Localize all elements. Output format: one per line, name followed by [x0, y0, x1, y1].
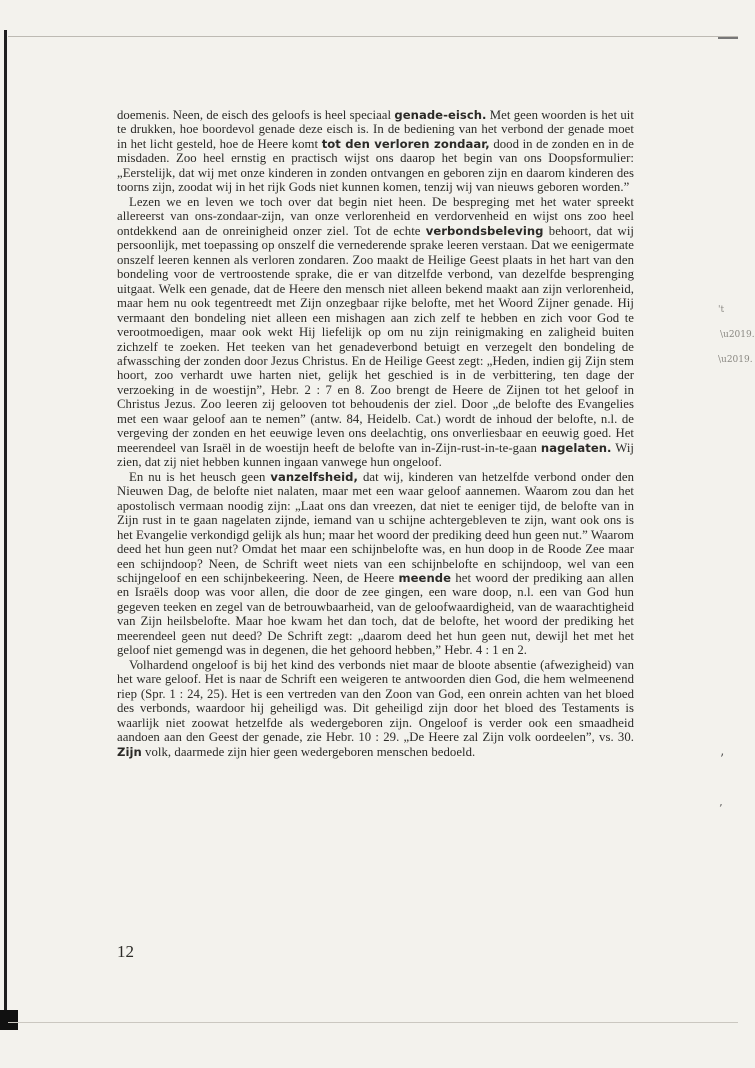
emphasized-term: genade-eisch. [394, 108, 487, 122]
page-top-edge [8, 36, 738, 37]
emphasized-term: verbondsbeleving [425, 223, 544, 238]
text-run: En nu is het heusch geen [129, 469, 271, 484]
text-run: het woord der prediking aan allen en Israëls doop was voor allen, die door de zee gingen, een ware doop, n.l. een van God hun gegeven teeken en zegel van de betrouwbaarheid, van de geloofwaardigheid, van de waarachtigheid van Zijn heilsbelofte. Maar hoe kwam het dan toch, dat de belofte, het woord der prediking het meerendeel geen nut deed? De Schrift zegt: „daarom deed het hun geen nut, dewijl het met het geloof niet gemengd was in degenen, die het gehoord hebben,” Hebr. 4 : 1 en 2. [117, 571, 634, 658]
emphasized-term: nagelaten. [540, 440, 612, 455]
margin-mark: ’ [719, 802, 723, 815]
body-text-column [117, 108, 634, 759]
page-left-edge-shadow [4, 30, 7, 1025]
paragraph-p1 [117, 108, 634, 195]
emphasized-term: meende [398, 571, 452, 585]
text-run: dat wij, kinderen van hetzelfde verbond onder den Nieuwen Dag, de belofte niet nalaten, maar met een waar geloof aannemen. Waarom zou dan het apostolisch vermaan noodig zijn: „Laat ons dan vreezen, dat niet te eeniger tijd, de belofte van in Zijn rust in te gaan nagelaten zijnde, iemand van u schijne achtergebleven te zijn, want ook ons is het Evangelie verkondigd gelijk als hun; maar het woord der prediking deed hun geen nut.” Waarom deed het hun geen nut? Omdat het maar een schijnbelofte was, en hun doop in de Roode Zee maar een schijndoop? Neen, de Schrift weet niets van een schijnbelofte en schijndoop, wel van een schijngeloof en een schijnbekeering. Neen, de Heere [117, 469, 634, 585]
text-run: behoort, dat wij persoonlijk, met toepassing op onszelf die vernederende sprake leeren verstaan. Dat we eenigermate onszelf leeren kennen als verloren zondaren. Zoo maakt de Heilige Geest plaats in het hart van den bondeling voor de vertroostende sprake, die er van ditzelfde verbond, van dezelfde besprenging uitgaat. Welk een genade, dat de Heere den mensch niet alleen bekend maakt aan zijn verlorenheid, maar hem nu ook tegentreedt met Zijn onzegbaar rijke belofte, met het Woord Zijner genade. Hij vermaant den bondeling niet alleen een mishagen aan zich zelf te hebben en zich voor God te verootmoedigen, maar ook wekt Hij liefelijk op om nu zijn reinigmaking en zaligheid buiten zichzelf te zoeken. Het teeken van het genadeverbond betuigt en verzegelt den bondeling de afwassching der zonden door Jezus Christus. En de Heilige Geest zegt: „Heden, indien gij Zijn stem hoort, zoo verhardt uwe harten niet, gelijk het geschied is in de verbittering, ten dage der verzoeking in de woestijn”, Hebr. 2 : 7 en 8. Zoo brengt de Heere de Zijnen tot het geloof in Christus Jezus. Zoo leeren zij gelooven tot behoudenis der ziel. Door „de belofte des Evangelies met een waar geloof aan te nemen” (antw. 84, Heidelb. Cat.) wordt de inhoud der belofte, n.l. de vergeving der zonden en het eeuwige leven ons deelachtig, ons onverliesbaar en eeuwig goed. Het meerendeel van Israël in de woestijn heeft de belofte van in-Zijn-rust-in-te-gaan [117, 223, 634, 455]
text-run: Lezen we en leven we toch over dat begin niet heen. De bespreging met het water spreekt allereerst van ons-zondaar-zijn, van onze verlorenheid en verdorvenheid en wijst ons zoo heel ontdekkend aan de onreinigheid onzer ziel. Tot de echte [117, 194, 634, 238]
emphasized-term: Zijn [117, 744, 142, 759]
margin-mark: \u2019. [718, 355, 753, 365]
paragraph-p3 [117, 470, 634, 658]
margin-mark: 't [718, 305, 725, 315]
page-number: 12 [117, 942, 134, 961]
emphasized-term: vanzelfsheid, [270, 469, 358, 484]
margin-mark: \u2019. [720, 330, 755, 340]
page-top-right-edge [718, 37, 738, 39]
paragraph-p4 [117, 658, 634, 759]
emphasized-term: tot den verloren zondaar, [321, 136, 490, 151]
text-run: Volhardend ongeloof is bij het kind des verbonds niet maar de bloote absentie (afwezigheid) van het ware geloof. Het is naar de Schrift een weigeren te antwoorden dien God, die hem welmeenend riep (Spr. 1 : 24, 25). Het is een vertreden van den Zoon van God, een onrein achten van het bloed des verbonds, waardoor hij geheiligd was. Dit geheiligd zijn door het bloed des Testaments is waarlijk niet zoowat hetzelfde als wedergeboren zijn. Ongeloof is verder ook een smaadheid aandoen aan den Geest der genade, zie Hebr. 10 : 29. „De Heere zal Zijn volk oordeelen”, vs. 30. [117, 657, 634, 745]
margin-mark: ’ [720, 752, 725, 767]
page-corner-shadow [0, 1010, 18, 1030]
text-run: Met geen woorden is het uit te drukken, hoe boordevol genade deze eisch is. In de bediening van het verbond der genade moet in het licht gesteld, hoe de Heere komt [117, 108, 634, 151]
text-run: doemenis. Neen, de eisch des geloofs is heel speciaal [117, 108, 395, 122]
page-bottom-edge [8, 1022, 738, 1023]
text-run: volk, daarmede zijn hier geen wedergeboren menschen bedoeld. [141, 744, 476, 759]
text-run: dood in de zonden en in de misdaden. Zoo heel ernstig en practisch wijst ons daarop het begin van ons Doopsformulier: „Eerstelijk, dat wij met onze kinderen in zonden ontvangen en geboren zijn en daarom kinderen des toorns zijn, zoodat wij in het rijk Gods niet kunnen komen, tenzij wij van nieuws geboren worden.” [117, 136, 634, 195]
paragraph-p2 [117, 195, 634, 470]
text-run: Wij zien, dat zij niet hebben kunnen ingaan vanwege hun ongeloof. [117, 440, 634, 470]
